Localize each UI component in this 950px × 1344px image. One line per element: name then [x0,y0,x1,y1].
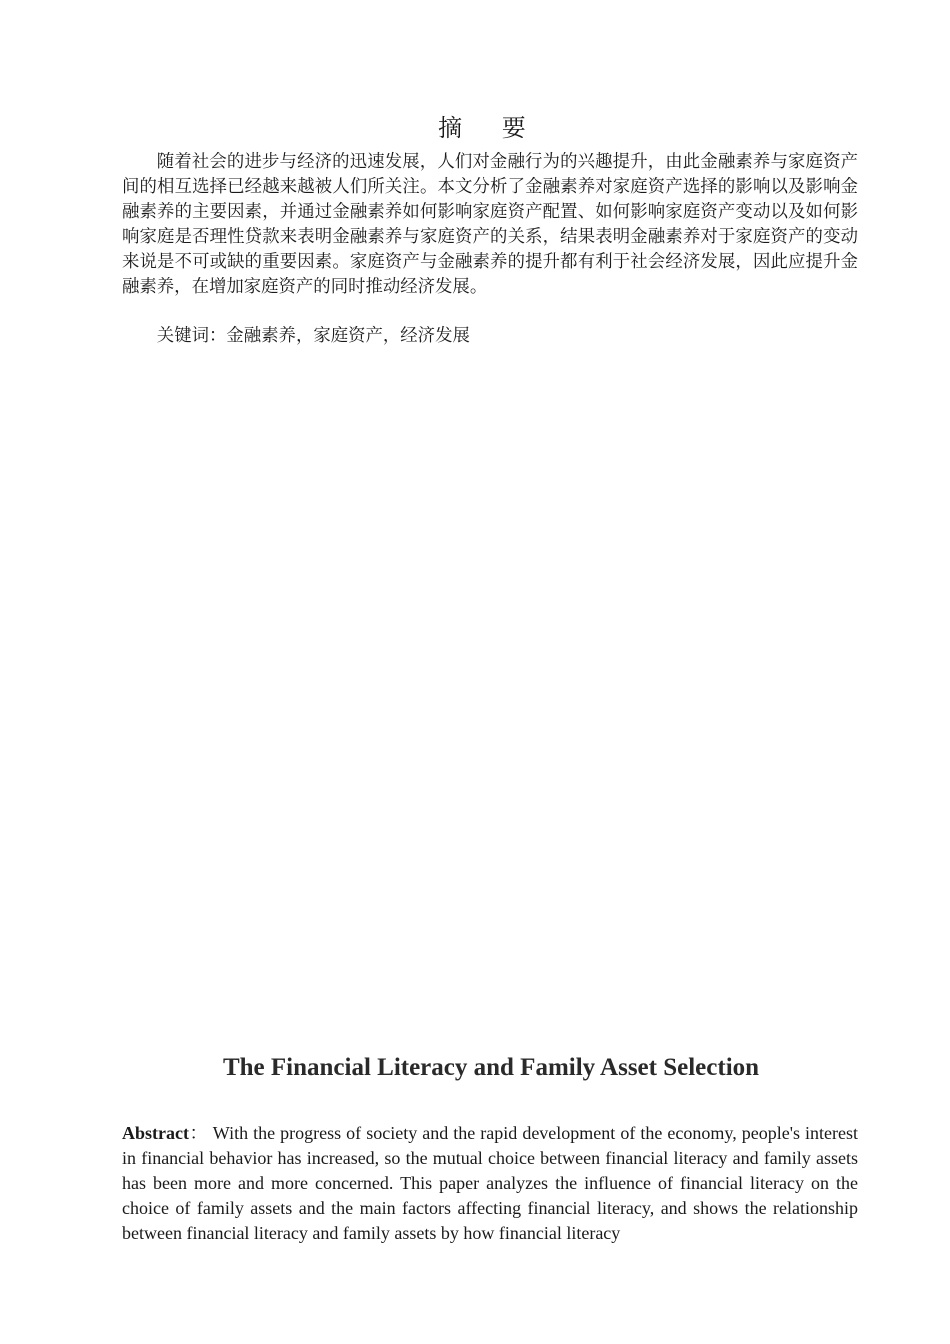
chinese-keywords-label: 关键词： [156,326,227,346]
english-paper-title: The Financial Literacy and Family Asset Selection [222,1054,760,1081]
chinese-keywords-list: 金融素养，家庭资产，经济发展 [226,326,470,346]
english-abstract-separator: ： [188,1123,209,1143]
chinese-keywords [122,324,858,349]
english-abstract [122,1121,858,1246]
chinese-abstract-title: 摘 要 [438,114,542,142]
english-abstract-label: Abstract [122,1123,189,1143]
english-abstract-body: With the progress of society and the rapid development of the economy, people's interest in financial behavior has increased, so the mutual choice between financial literacy and family assets has been more and more concerned. This paper analyzes the influence of financial literacy on the choice of family assets and the main factors affecting financial literacy, and shows the relationship between financial literacy and family assets by how financial literacy [122,1123,858,1243]
chinese-abstract-body: 随着社会的进步与经济的迅速发展，人们对金融行为的兴趣提升，由此金融素养与家庭资产间的相互选择已经越来越被人们所关注。本文分析了金融素养对家庭资产选择的影响以及影响金融素养的主要因素，并通过金融素养如何影响家庭资产配置、如何影响家庭资产变动以及如何影响家庭是否理性贷款来表明金融素养与家庭资产的关系，结果表明金融素养对于家庭资产的变动来说是不可或缺的重要因素。家庭资产与金融素养的提升都有利于社会经济发展，因此应提升金融素养，在增加家庭资产的同时推动经济发展。 [122,152,858,297]
